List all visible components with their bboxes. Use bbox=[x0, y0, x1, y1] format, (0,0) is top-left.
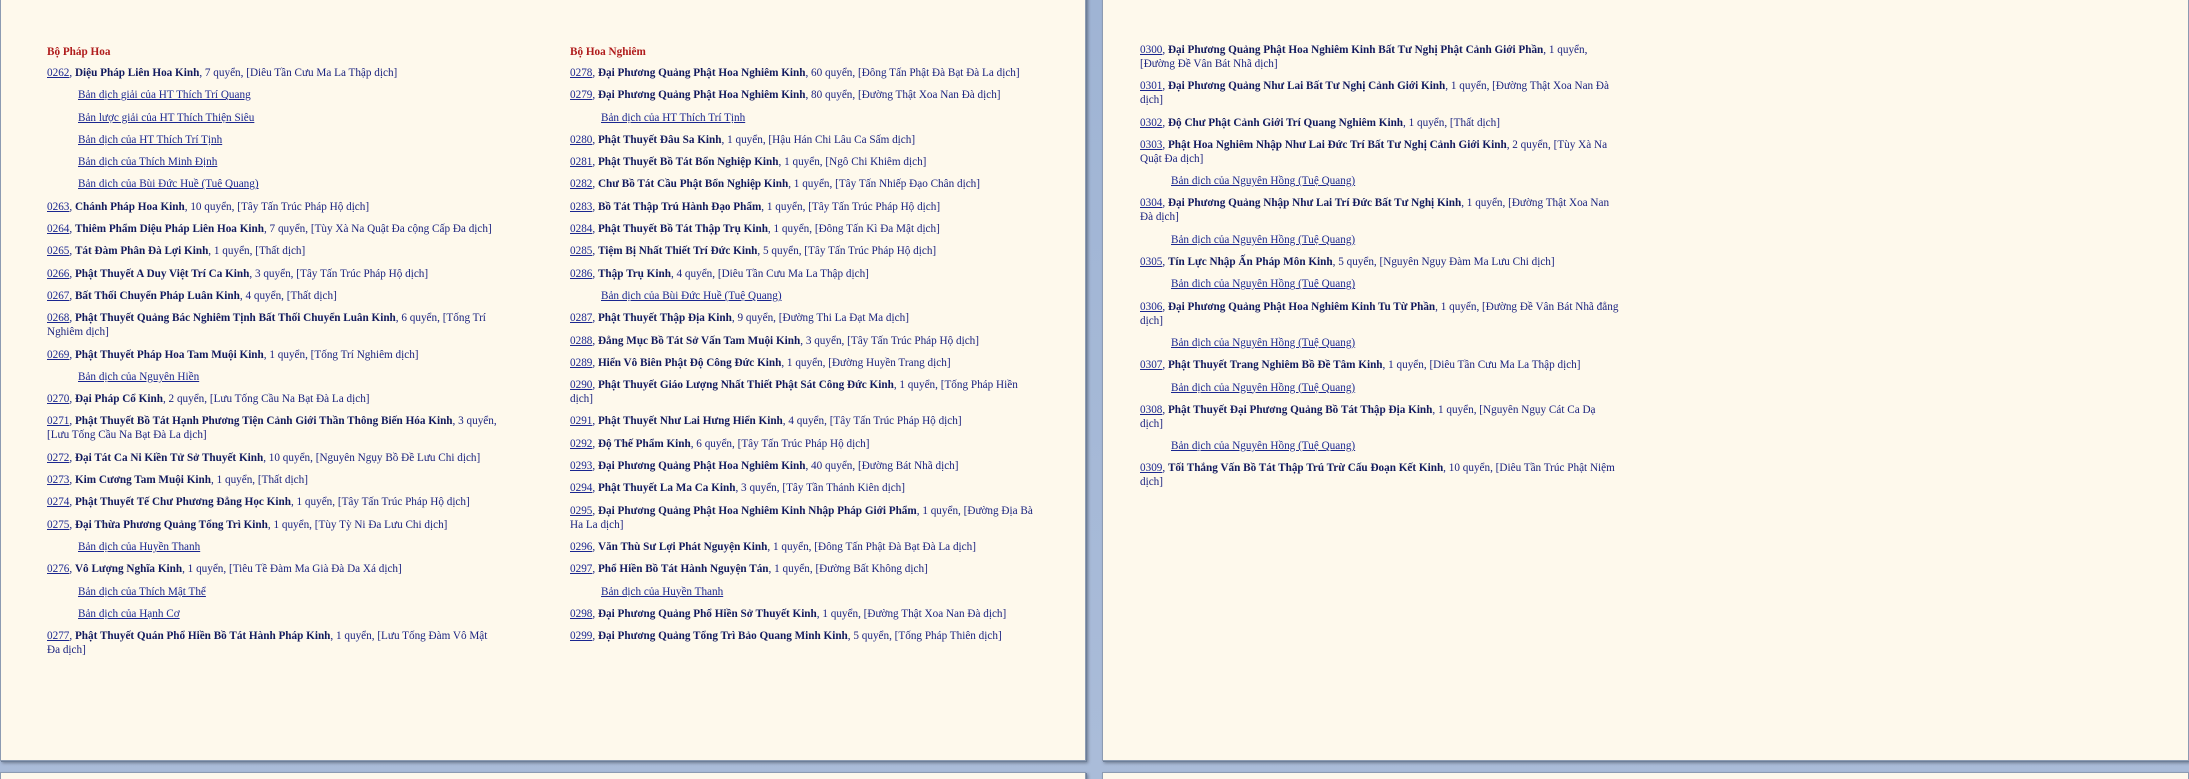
sutra-title: Thập Trụ Kinh bbox=[597, 267, 671, 280]
sutra-number-link[interactable]: 0292 bbox=[570, 437, 593, 450]
sutra-number-link[interactable]: 0307 bbox=[1140, 359, 1163, 372]
sutra-entry bbox=[570, 66, 1040, 80]
sutra-details: , 6 quyển, [Tống Trí Nghiêm dịch] bbox=[47, 312, 486, 339]
sutra-details: , 1 quyển, [Tống Pháp Hiền dịch] bbox=[570, 379, 1018, 406]
separator: , bbox=[69, 563, 75, 576]
sutra-details: , 40 quyển, [Đường Bát Nhã dịch] bbox=[805, 460, 959, 473]
sutra-title: Phật Thuyết Đại Phương Quảng Bồ Tát Thập Địa Kinh bbox=[1167, 403, 1433, 416]
sutra-entry bbox=[47, 222, 497, 236]
sutra-title: Phật Thuyết Pháp Hoa Tam Muội Kinh bbox=[74, 348, 264, 361]
sutra-entry bbox=[1140, 138, 1620, 166]
sutra-details: , 1 quyển, [Đường Đề Vân Bát Nhã đẳng dịch] bbox=[1140, 300, 1619, 327]
separator: , bbox=[592, 200, 598, 213]
separator: , bbox=[1162, 197, 1168, 210]
sutra-number-link[interactable]: 0304 bbox=[1140, 197, 1163, 210]
separator: , bbox=[69, 415, 75, 428]
sutra-entry bbox=[47, 451, 497, 465]
sutra-entry bbox=[570, 200, 1040, 214]
separator: , bbox=[1162, 138, 1168, 151]
sutra-number-link[interactable]: 0263 bbox=[47, 200, 70, 213]
sutra-number-link[interactable]: 0287 bbox=[570, 312, 593, 325]
sutra-number-link[interactable]: 0284 bbox=[570, 223, 593, 236]
sutra-title: Phật Thuyết Giáo Lượng Nhất Thiết Phật Sát Công Đức Kinh bbox=[597, 379, 894, 392]
sutra-title: Phật Thuyết Quán Phổ Hiền Bồ Tát Hành Pháp Kinh bbox=[74, 630, 331, 643]
sutra-title: Đại Phương Quảng Phật Hoa Nghiêm Kinh bbox=[597, 89, 806, 102]
sutra-number-link[interactable]: 0278 bbox=[570, 67, 593, 79]
sutra-number-link[interactable]: 0268 bbox=[47, 312, 70, 325]
translation-link[interactable]: Bản dịch của HT Thích Trí Tịnh bbox=[78, 133, 223, 146]
sutra-title: Vô Lượng Nghĩa Kinh bbox=[74, 563, 183, 576]
sutra-entry bbox=[570, 437, 1040, 451]
separator: , bbox=[592, 223, 598, 236]
sutra-entry bbox=[47, 66, 497, 80]
sutra-entry bbox=[1140, 461, 1620, 489]
sutra-entry bbox=[570, 88, 1040, 102]
separator: , bbox=[69, 245, 75, 258]
sutra-number-link[interactable]: 0303 bbox=[1140, 138, 1163, 151]
sutra-entry bbox=[47, 629, 497, 657]
translation-link[interactable]: Bản dịch của Thích Mật Thể bbox=[78, 585, 206, 598]
separator: , bbox=[592, 178, 598, 191]
sutra-entry bbox=[570, 504, 1040, 532]
sutra-details: , 3 quyển, [Tây Tấn Trúc Pháp Hộ dịch] bbox=[800, 334, 979, 347]
sutra-details: , 1 quyển, [Ngô Chi Khiêm dịch] bbox=[778, 156, 927, 169]
sutra-number-link[interactable]: 0283 bbox=[570, 200, 593, 213]
sutra-number-link[interactable]: 0265 bbox=[47, 245, 70, 258]
sutra-number-link[interactable]: 0306 bbox=[1140, 300, 1163, 313]
separator: , bbox=[69, 289, 75, 302]
sutra-title: Tối Thắng Vấn Bồ Tát Thập Trú Trừ Cấu Đoạn Kết Kinh bbox=[1167, 462, 1444, 475]
separator: , bbox=[69, 312, 75, 325]
sutra-number-link[interactable]: 0285 bbox=[570, 245, 593, 258]
separator: , bbox=[592, 312, 598, 325]
sutra-number-link[interactable]: 0308 bbox=[1140, 403, 1163, 416]
sutra-title: Phật Thuyết A Duy Việt Trí Ca Kinh bbox=[74, 267, 250, 280]
sutra-details: , 80 quyển, [Đường Thật Xoa Nan Đà dịch] bbox=[805, 89, 1001, 102]
sutra-entry bbox=[1140, 358, 1620, 372]
sutra-title: Tín Lực Nhập Ấn Pháp Môn Kinh bbox=[1167, 256, 1333, 269]
sutra-number-link[interactable]: 0300 bbox=[1140, 44, 1163, 56]
sutra-title: Tiệm Bị Nhất Thiết Trí Đức Kinh bbox=[597, 245, 758, 258]
sutra-number-link[interactable]: 0269 bbox=[47, 348, 70, 361]
sutra-details: , 1 quyển, [Đường Thật Xoa Nan Đà dịch] bbox=[816, 607, 1007, 620]
sutra-entry bbox=[570, 540, 1040, 554]
sutra-title: Phật Hoa Nghiêm Nhập Như Lai Đức Trí Bất Tư Nghị Cảnh Giới Kinh bbox=[1167, 138, 1507, 151]
sutra-entry bbox=[570, 459, 1040, 473]
sutra-title: Đại Phương Quảng Như Lai Bất Tư Nghị Cảnh Giới Kinh bbox=[1167, 80, 1446, 93]
sutra-details: , 1 quyển, [Thất dịch] bbox=[208, 245, 306, 258]
sutra-number-link[interactable]: 0297 bbox=[570, 563, 593, 576]
sutra-entry bbox=[1140, 196, 1620, 224]
sutra-entry bbox=[1140, 300, 1620, 328]
separator: , bbox=[69, 496, 75, 509]
sutra-title: Phổ Hiền Bồ Tát Hành Nguyện Tán bbox=[597, 563, 769, 576]
sutra-entry bbox=[570, 133, 1040, 147]
sutra-number-link[interactable]: 0262 bbox=[47, 67, 70, 79]
separator: , bbox=[69, 474, 75, 487]
sutra-details: , 5 quyển, [Tây Tấn Trúc Pháp Hộ dịch] bbox=[757, 245, 937, 258]
document-page-next-left bbox=[0, 772, 1086, 779]
sutra-details: , 1 quyển, [Diêu Tần Cưu Ma La Thập dịch] bbox=[1382, 359, 1581, 372]
sutra-details: , 1 quyển, [Tùy Tỳ Ni Đa Lưu Chi dịch] bbox=[267, 518, 448, 531]
sutra-number-link[interactable]: 0264 bbox=[47, 223, 70, 236]
sutra-entry bbox=[47, 414, 497, 442]
sutra-number-link[interactable]: 0275 bbox=[47, 518, 70, 531]
sutra-entry bbox=[47, 495, 497, 509]
sutra-number-link[interactable]: 0266 bbox=[47, 267, 70, 280]
sutra-details: , 3 quyển, [Tây Tần Thánh Kiên dịch] bbox=[735, 482, 905, 495]
sutra-title: Đại Tát Ca Ni Kiền Tử Sở Thuyết Kinh bbox=[74, 451, 264, 464]
sutra-details: , 5 quyển, [Nguyên Ngụy Đàm Ma Lưu Chi dịch] bbox=[1332, 256, 1555, 269]
sutra-title: Phật Thuyết Bồ Tát Bổn Nghiệp Kinh bbox=[597, 156, 779, 169]
sutra-title: Chánh Pháp Hoa Kinh bbox=[74, 200, 185, 213]
separator: , bbox=[592, 156, 598, 169]
separator: , bbox=[1162, 80, 1168, 93]
sutra-title: Kim Cương Tam Muội Kinh bbox=[74, 474, 211, 487]
sutra-details: , 4 quyển, [Thất dịch] bbox=[239, 289, 337, 302]
sutra-number-link[interactable]: 0293 bbox=[570, 460, 593, 473]
sutra-title: Phật Thuyết La Ma Ca Kinh bbox=[597, 482, 736, 495]
sutra-title: Đại Phương Quảng Phật Hoa Nghiêm Kinh bbox=[597, 67, 806, 79]
sutra-number-link[interactable]: 0286 bbox=[570, 267, 593, 280]
sutra-title: Phật Thuyết Như Lai Hưng Hiển Kinh bbox=[597, 415, 783, 428]
sutra-title: Đại Pháp Cổ Kinh bbox=[74, 393, 163, 406]
section-heading: Bộ Hoa Nghiêm bbox=[570, 46, 646, 58]
sutra-number-link[interactable]: 0282 bbox=[570, 178, 593, 191]
sutra-title: Văn Thù Sư Lợi Phát Nguyện Kinh bbox=[597, 540, 768, 553]
translation-link[interactable]: Bản dịch của Huyền Thanh bbox=[601, 585, 724, 598]
sutra-details: , 1 quyển, [Tống Trí Nghiêm dịch] bbox=[263, 348, 419, 361]
sutra-number-link[interactable]: 0289 bbox=[570, 356, 593, 369]
sutra-details: , 1 quyển, [Đường Bất Không dịch] bbox=[768, 563, 928, 576]
sutra-title: Phật Thuyết Đâu Sa Kinh bbox=[597, 133, 722, 146]
column-3 bbox=[1140, 43, 1620, 498]
sutra-details: , 2 quyển, [Lưu Tống Cầu Na Bạt Đà La dịch] bbox=[162, 393, 370, 406]
separator: , bbox=[592, 379, 598, 392]
sutra-details: , 6 quyển, [Tây Tấn Trúc Pháp Hộ dịch] bbox=[690, 437, 870, 450]
sutra-title: Tát Đàm Phân Đà Lợi Kinh bbox=[74, 245, 209, 258]
separator: , bbox=[1162, 300, 1168, 313]
sutra-number-link[interactable]: 0281 bbox=[570, 156, 593, 169]
separator: , bbox=[592, 334, 598, 347]
sutra-title: Đại Phương Quảng Tổng Trì Bảo Quang Minh Kinh bbox=[597, 630, 848, 643]
sutra-entry bbox=[570, 334, 1040, 348]
sutra-details: , 60 quyển, [Đông Tấn Phật Đà Bạt Đà La dịch] bbox=[805, 67, 1020, 79]
separator: , bbox=[592, 630, 598, 643]
separator: , bbox=[1162, 403, 1168, 416]
sutra-number-link[interactable]: 0301 bbox=[1140, 80, 1163, 93]
separator: , bbox=[592, 356, 598, 369]
sutra-details: , 4 quyển, [Diêu Tần Cưu Ma La Thập dịch] bbox=[670, 267, 869, 280]
sutra-number-link[interactable]: 0291 bbox=[570, 415, 593, 428]
separator: , bbox=[592, 460, 598, 473]
translation-link[interactable]: Bản dịch của Nguyên Hiền bbox=[78, 370, 200, 383]
separator: , bbox=[69, 518, 75, 531]
sutra-entry bbox=[47, 518, 497, 532]
sutra-details: , 3 quyển, [Tây Tấn Trúc Pháp Hộ dịch] bbox=[249, 267, 429, 280]
translation-link[interactable]: Bản dịch của Bùi Đức Huề (Tuệ Quang) bbox=[78, 178, 259, 191]
sutra-entry bbox=[570, 414, 1040, 428]
separator: , bbox=[69, 348, 75, 361]
sutra-details: , 1 quyển, [Đường Thật Xoa Nan Đà dịch] bbox=[1140, 197, 1610, 224]
separator: , bbox=[69, 451, 75, 464]
sutra-entry bbox=[570, 244, 1040, 258]
separator: , bbox=[69, 393, 75, 406]
document-page-right bbox=[1102, 0, 2189, 761]
sutra-number-link[interactable]: 0270 bbox=[47, 393, 70, 406]
sutra-title: Bất Thối Chuyển Pháp Luân Kinh bbox=[74, 289, 240, 302]
sutra-title: Chư Bồ Tát Cầu Phật Bổn Nghiệp Kinh bbox=[597, 178, 789, 191]
sutra-number-link[interactable]: 0272 bbox=[47, 451, 70, 464]
translation-link[interactable]: Bản dịch của Nguyên Hồng (Tuệ Quang) bbox=[1171, 233, 1356, 246]
sutra-details: , 1 quyển, [Thất dịch] bbox=[1403, 116, 1500, 129]
sutra-title: Phật Thuyết Quảng Bác Nghiêm Tịnh Bất Thối Chuyển Luân Kinh bbox=[74, 312, 396, 325]
translation-link[interactable]: Bản dịch của Nguyên Hồng (Tuệ Quang) bbox=[1171, 336, 1356, 349]
separator: , bbox=[592, 563, 598, 576]
sutra-details: , 4 quyển, [Tây Tấn Trúc Pháp Hộ dịch] bbox=[782, 415, 962, 428]
sutra-number-link[interactable]: 0294 bbox=[570, 482, 593, 495]
sutra-entry bbox=[1140, 403, 1620, 431]
sutra-entry bbox=[570, 267, 1040, 281]
separator: , bbox=[1162, 256, 1168, 269]
sutra-title: Hiển Vô Biên Phật Độ Công Đức Kinh bbox=[597, 356, 782, 369]
sutra-entry bbox=[1140, 255, 1620, 269]
sutra-number-link[interactable]: 0305 bbox=[1140, 256, 1163, 269]
sutra-details: , 1 quyển, [Đường Huyền Trang dịch] bbox=[781, 356, 951, 369]
separator: , bbox=[592, 504, 598, 517]
translation-link[interactable]: Bản dịch của Nguyên Hồng (Tuệ Quang) bbox=[1171, 278, 1356, 291]
sutra-title: Độ Chư Phật Cảnh Giới Trí Quang Nghiêm Kinh bbox=[1167, 116, 1404, 129]
sutra-entry bbox=[570, 378, 1040, 406]
separator: , bbox=[592, 267, 598, 280]
sutra-entry bbox=[570, 222, 1040, 236]
sutra-entry bbox=[47, 311, 497, 339]
sutra-number-link[interactable]: 0273 bbox=[47, 474, 70, 487]
sutra-title: Phật Thuyết Thập Địa Kinh bbox=[597, 312, 732, 325]
sutra-entry bbox=[1140, 79, 1620, 107]
sutra-title: Đại Thừa Phương Quảng Tổng Trì Kinh bbox=[74, 518, 268, 531]
sutra-number-link[interactable]: 0298 bbox=[570, 607, 593, 620]
sutra-title: Đại Phương Quảng Phổ Hiền Sở Thuyết Kinh bbox=[597, 607, 817, 620]
sutra-number-link[interactable]: 0280 bbox=[570, 133, 593, 146]
sutra-entry bbox=[1140, 116, 1620, 130]
sutra-title: Đại Phương Quảng Phật Hoa Nghiêm Kinh Tu Từ Phần bbox=[1167, 300, 1436, 313]
sutra-details: , 5 quyển, [Tống Pháp Thiên dịch] bbox=[847, 630, 1002, 643]
sutra-details: , 9 quyển, [Đường Thi La Đạt Ma dịch] bbox=[731, 312, 909, 325]
sutra-title: Phật Thuyết Bồ Tát Thập Trụ Kinh bbox=[597, 223, 768, 236]
document-page-left bbox=[0, 0, 1086, 761]
sutra-number-link[interactable]: 0277 bbox=[47, 630, 70, 643]
sutra-title: Độ Thế Phẩm Kinh bbox=[597, 437, 691, 450]
sutra-entry bbox=[47, 200, 497, 214]
sutra-title: Thiêm Phẩm Diệu Pháp Liên Hoa Kinh bbox=[74, 223, 264, 236]
sutra-title: Phật Thuyết Bồ Tát Hạnh Phương Tiện Cảnh Giới Thần Thông Biến Hóa Kinh bbox=[74, 415, 453, 428]
translation-link[interactable]: Bản dịch của Nguyên Hồng (Tuệ Quang) bbox=[1171, 381, 1356, 394]
translation-link[interactable]: Bản dịch của HT Thích Trí Tịnh bbox=[601, 111, 746, 124]
translation-link[interactable]: Bản dịch giải của HT Thích Trí Quang bbox=[78, 89, 251, 102]
separator: , bbox=[69, 267, 75, 280]
translation-link[interactable]: Bản dịch của Nguyên Hồng (Tuệ Quang) bbox=[1171, 440, 1356, 453]
sutra-title: Phật Thuyết Trang Nghiêm Bồ Đề Tâm Kinh bbox=[1167, 359, 1383, 372]
separator: , bbox=[69, 223, 75, 236]
sutra-number-link[interactable]: 0267 bbox=[47, 289, 70, 302]
translation-link[interactable]: Bản dịch của Bùi Đức Huề (Tuệ Quang) bbox=[601, 289, 782, 302]
sutra-entry bbox=[47, 244, 497, 258]
sutra-entry bbox=[570, 629, 1040, 643]
translation-link[interactable]: Bản dịch của Thích Minh Định bbox=[78, 156, 218, 169]
sutra-details: , 1 quyển, [Tây Tấn Trúc Pháp Hộ dịch] bbox=[761, 200, 941, 213]
sutra-title: Phật Thuyết Tế Chư Phương Đẳng Học Kinh bbox=[74, 496, 291, 509]
separator: , bbox=[1162, 44, 1168, 56]
sutra-details: , 1 quyển, [Nguyên Ngụy Cát Ca Dạ dịch] bbox=[1140, 403, 1596, 430]
sutra-number-link[interactable]: 0279 bbox=[570, 89, 593, 102]
sutra-number-link[interactable]: 0299 bbox=[570, 630, 593, 643]
sutra-details: , 10 quyển, [Diêu Tần Trúc Phật Niệm dịch] bbox=[1140, 462, 1615, 489]
sutra-details: , 1 quyển, [Đường Địa Bà Ha La dịch] bbox=[570, 504, 1033, 531]
sutra-number-link[interactable]: 0274 bbox=[47, 496, 70, 509]
sutra-details: , 1 quyển, [Đường Đề Vân Bát Nhã dịch] bbox=[1140, 44, 1588, 70]
separator: , bbox=[69, 630, 75, 643]
section-heading: Bộ Pháp Hoa bbox=[47, 46, 111, 58]
sutra-entry bbox=[47, 473, 497, 487]
sutra-details: , 10 quyển, [Tây Tấn Trúc Pháp Hộ dịch] bbox=[184, 200, 370, 213]
translation-link[interactable]: Bản dịch của Huyền Thanh bbox=[78, 540, 201, 553]
sutra-title: Đại Phương Quảng Nhập Như Lai Trí Đức Bất Tư Nghị Kinh bbox=[1167, 197, 1462, 210]
separator: , bbox=[69, 200, 75, 213]
separator: , bbox=[592, 607, 598, 620]
sutra-entry bbox=[47, 392, 497, 406]
separator: , bbox=[592, 133, 598, 146]
sutra-title: Đại Phương Quảng Phật Hoa Nghiêm Kinh Bất Tư Nghị Phật Cảnh Giới Phần bbox=[1167, 44, 1544, 56]
translation-link[interactable]: Bản dịch của Nguyên Hồng (Tuệ Quang) bbox=[1171, 175, 1356, 188]
sutra-details: , 7 quyển, [Tùy Xà Na Quật Đa cộng Cấp Đa dịch] bbox=[263, 223, 492, 236]
sutra-number-link[interactable]: 0290 bbox=[570, 379, 593, 392]
separator: , bbox=[592, 415, 598, 428]
sutra-details: , 7 quyển, [Diêu Tần Cưu Ma La Thập dịch] bbox=[199, 67, 398, 79]
sutra-number-link[interactable]: 0295 bbox=[570, 504, 593, 517]
sutra-details: , 1 quyển, [Lưu Tống Đàm Vô Mật Đa dịch] bbox=[47, 630, 488, 657]
sutra-entry bbox=[570, 177, 1040, 191]
column-1 bbox=[47, 45, 497, 665]
sutra-entry bbox=[570, 607, 1040, 621]
sutra-details: , 1 quyển, [Tây Tấn Nhiếp Đạo Chân dịch] bbox=[788, 178, 980, 191]
sutra-number-link[interactable]: 0302 bbox=[1140, 116, 1163, 129]
column-2 bbox=[570, 45, 1040, 651]
sutra-entry bbox=[570, 311, 1040, 325]
sutra-entry bbox=[570, 155, 1040, 169]
sutra-details: , 1 quyển, [Hậu Hán Chi Lâu Ca Sấm dịch] bbox=[721, 133, 916, 146]
sutra-number-link[interactable]: 0296 bbox=[570, 540, 593, 553]
separator: , bbox=[1162, 462, 1168, 475]
sutra-number-link[interactable]: 0309 bbox=[1140, 462, 1163, 475]
sutra-details: , 3 quyển, [Lưu Tống Cầu Na Bạt Đà La dịch] bbox=[47, 415, 497, 442]
sutra-details: , 1 quyển, [Đông Tấn Phật Đà Bạt Đà La dịch] bbox=[767, 540, 976, 553]
sutra-details: , 1 quyển, [Tiêu Tề Đàm Ma Già Đà Da Xá dịch] bbox=[182, 563, 402, 576]
separator: , bbox=[592, 89, 598, 102]
separator: , bbox=[592, 437, 598, 450]
sutra-entry bbox=[1140, 43, 1620, 71]
sutra-details: , 1 quyển, [Đông Tấn Kì Đa Mật dịch] bbox=[767, 223, 940, 236]
document-page-next-right bbox=[1102, 772, 2189, 779]
sutra-entry bbox=[570, 562, 1040, 576]
sutra-details: , 1 quyển, [Tây Tấn Trúc Pháp Hộ dịch] bbox=[290, 496, 470, 509]
sutra-details: , 1 quyển, [Thất dịch] bbox=[210, 474, 308, 487]
sutra-entry bbox=[47, 289, 497, 303]
sutra-title: Bồ Tát Thập Trú Hành Đạo Phẩm bbox=[597, 200, 762, 213]
sutra-details: , 1 quyển, [Đường Thật Xoa Nan Đà dịch] bbox=[1140, 80, 1609, 107]
sutra-details: , 10 quyển, [Nguyên Ngụy Bồ Đề Lưu Chi dịch] bbox=[263, 451, 481, 464]
separator: , bbox=[592, 540, 598, 553]
sutra-number-link[interactable]: 0288 bbox=[570, 334, 593, 347]
separator: , bbox=[592, 245, 598, 258]
translation-link[interactable]: Bản lược giải của HT Thích Thiện Siêu bbox=[78, 111, 255, 124]
sutra-entry bbox=[570, 356, 1040, 370]
sutra-entry bbox=[47, 267, 497, 281]
separator: , bbox=[1162, 116, 1168, 129]
sutra-details: , 2 quyển, [Tùy Xà Na Quật Đa dịch] bbox=[1140, 138, 1608, 165]
sutra-number-link[interactable]: 0271 bbox=[47, 415, 70, 428]
sutra-title: Diệu Pháp Liên Hoa Kinh bbox=[74, 67, 200, 79]
sutra-entry bbox=[570, 481, 1040, 495]
separator: , bbox=[69, 67, 75, 79]
sutra-entry bbox=[47, 562, 497, 576]
separator: , bbox=[592, 67, 598, 79]
sutra-title: Đại Phương Quảng Phật Hoa Nghiêm Kinh bbox=[597, 460, 806, 473]
separator: , bbox=[592, 482, 598, 495]
separator: , bbox=[1162, 359, 1168, 372]
sutra-title: Đại Phương Quảng Phật Hoa Nghiêm Kinh Nhập Pháp Giới Phẩm bbox=[597, 504, 917, 517]
translation-link[interactable]: Bản dịch của Hạnh Cơ bbox=[78, 607, 180, 620]
sutra-number-link[interactable]: 0276 bbox=[47, 563, 70, 576]
sutra-entry bbox=[47, 348, 497, 362]
sutra-title: Đẳng Mục Bồ Tát Sở Vấn Tam Muội Kinh bbox=[597, 334, 801, 347]
